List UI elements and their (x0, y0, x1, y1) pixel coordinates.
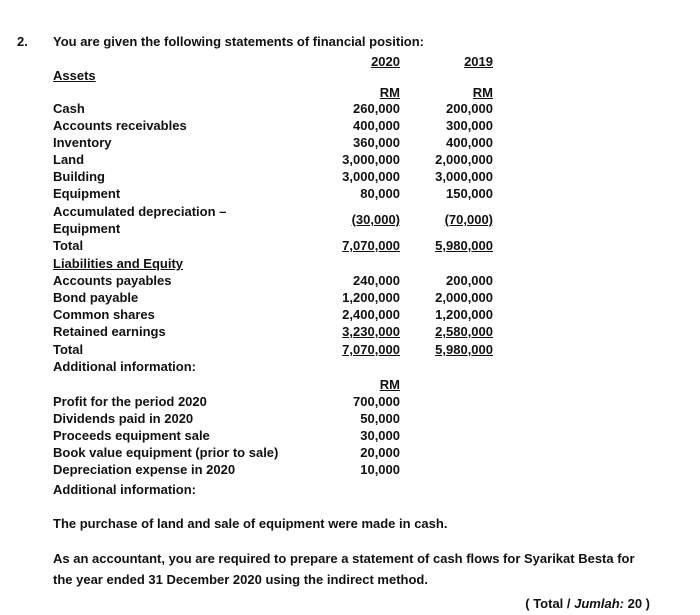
value-2020: 400,000 (353, 118, 400, 133)
value-2020: 240,000 (353, 273, 400, 288)
value-2020: 2,400,000 (342, 307, 400, 322)
note-text: The purchase of land and sale of equipment were made in cash. (53, 516, 448, 531)
additional-info-heading: Additional information: (53, 359, 196, 374)
currency-2019: RM (472, 85, 493, 100)
value-2019: 1,200,000 (435, 307, 493, 322)
value-2020: 360,000 (353, 135, 400, 150)
total-marks-jumlah: Jumlah: (574, 596, 624, 611)
intro-text: You are given the following statements of financial position: (53, 34, 425, 49)
liabilities-heading: Liabilities and Equity (53, 256, 184, 271)
year-header-2019: 2019 (464, 54, 493, 69)
value-2019: (70,000) (444, 212, 493, 227)
total-marks-value: 20 ) (623, 596, 650, 611)
task-text-line2: the year ended 31 December 2020 using the indirect method. (53, 572, 428, 587)
value-2019: 5,980,000 (435, 342, 493, 357)
row-label-line1: Accumulated depreciation – (53, 204, 227, 219)
row-label-line2: Equipment (53, 221, 121, 236)
value-2020: 260,000 (353, 101, 400, 116)
row-label: Total (53, 238, 84, 253)
row-value: 700,000 (353, 394, 400, 409)
row-label: Profit for the period 2020 (53, 394, 207, 409)
row-label: Proceeds equipment sale (53, 428, 210, 443)
row-label: Dividends paid in 2020 (53, 411, 194, 426)
row-label: Common shares (53, 307, 155, 322)
total-marks-prefix: ( Total / (525, 596, 575, 611)
row-label: Retained earnings (53, 324, 166, 339)
question-number: 2. (17, 34, 28, 49)
row-label: Accounts payables (53, 273, 172, 288)
value-2019: 200,000 (446, 273, 493, 288)
row-label: Land (53, 152, 85, 167)
additional-currency: RM (379, 377, 400, 392)
value-2019: 200,000 (446, 101, 493, 116)
value-2019: 150,000 (446, 186, 493, 201)
value-2020: 3,000,000 (342, 152, 400, 167)
row-label: Total (53, 342, 84, 357)
value-2019: 2,580,000 (435, 324, 493, 339)
row-label: Cash (53, 101, 85, 116)
total-marks (525, 596, 650, 612)
assets-heading: Assets (53, 68, 96, 83)
row-label: Equipment (53, 186, 121, 201)
value-2019: 5,980,000 (435, 238, 493, 253)
row-value: 50,000 (360, 411, 400, 426)
value-2019: 300,000 (446, 118, 493, 133)
value-2019: 2,000,000 (435, 290, 493, 305)
row-label: Accounts receivables (53, 118, 187, 133)
value-2020: 80,000 (360, 186, 400, 201)
additional-info-heading-2: Additional information: (53, 482, 196, 497)
year-header-2020: 2020 (371, 54, 400, 69)
row-label: Book value equipment (prior to sale) (53, 445, 279, 460)
row-label: Inventory (53, 135, 112, 150)
row-label: Building (53, 169, 105, 184)
value-2019: 3,000,000 (435, 169, 493, 184)
value-2020: 7,070,000 (342, 342, 400, 357)
row-value: 30,000 (360, 428, 400, 443)
value-2020: 3,230,000 (342, 324, 400, 339)
row-label: Depreciation expense in 2020 (53, 462, 236, 477)
row-value: 10,000 (360, 462, 400, 477)
value-2020: 3,000,000 (342, 169, 400, 184)
currency-2020: RM (379, 85, 400, 100)
task-text-line1: As an accountant, you are required to prepare a statement of cash flows for Syarikat Besta for (53, 551, 635, 566)
value-2020: 1,200,000 (342, 290, 400, 305)
value-2019: 2,000,000 (435, 152, 493, 167)
row-value: 20,000 (360, 445, 400, 460)
value-2020: (30,000) (351, 212, 400, 227)
value-2019: 400,000 (446, 135, 493, 150)
value-2020: 7,070,000 (342, 238, 400, 253)
row-label: Bond payable (53, 290, 139, 305)
